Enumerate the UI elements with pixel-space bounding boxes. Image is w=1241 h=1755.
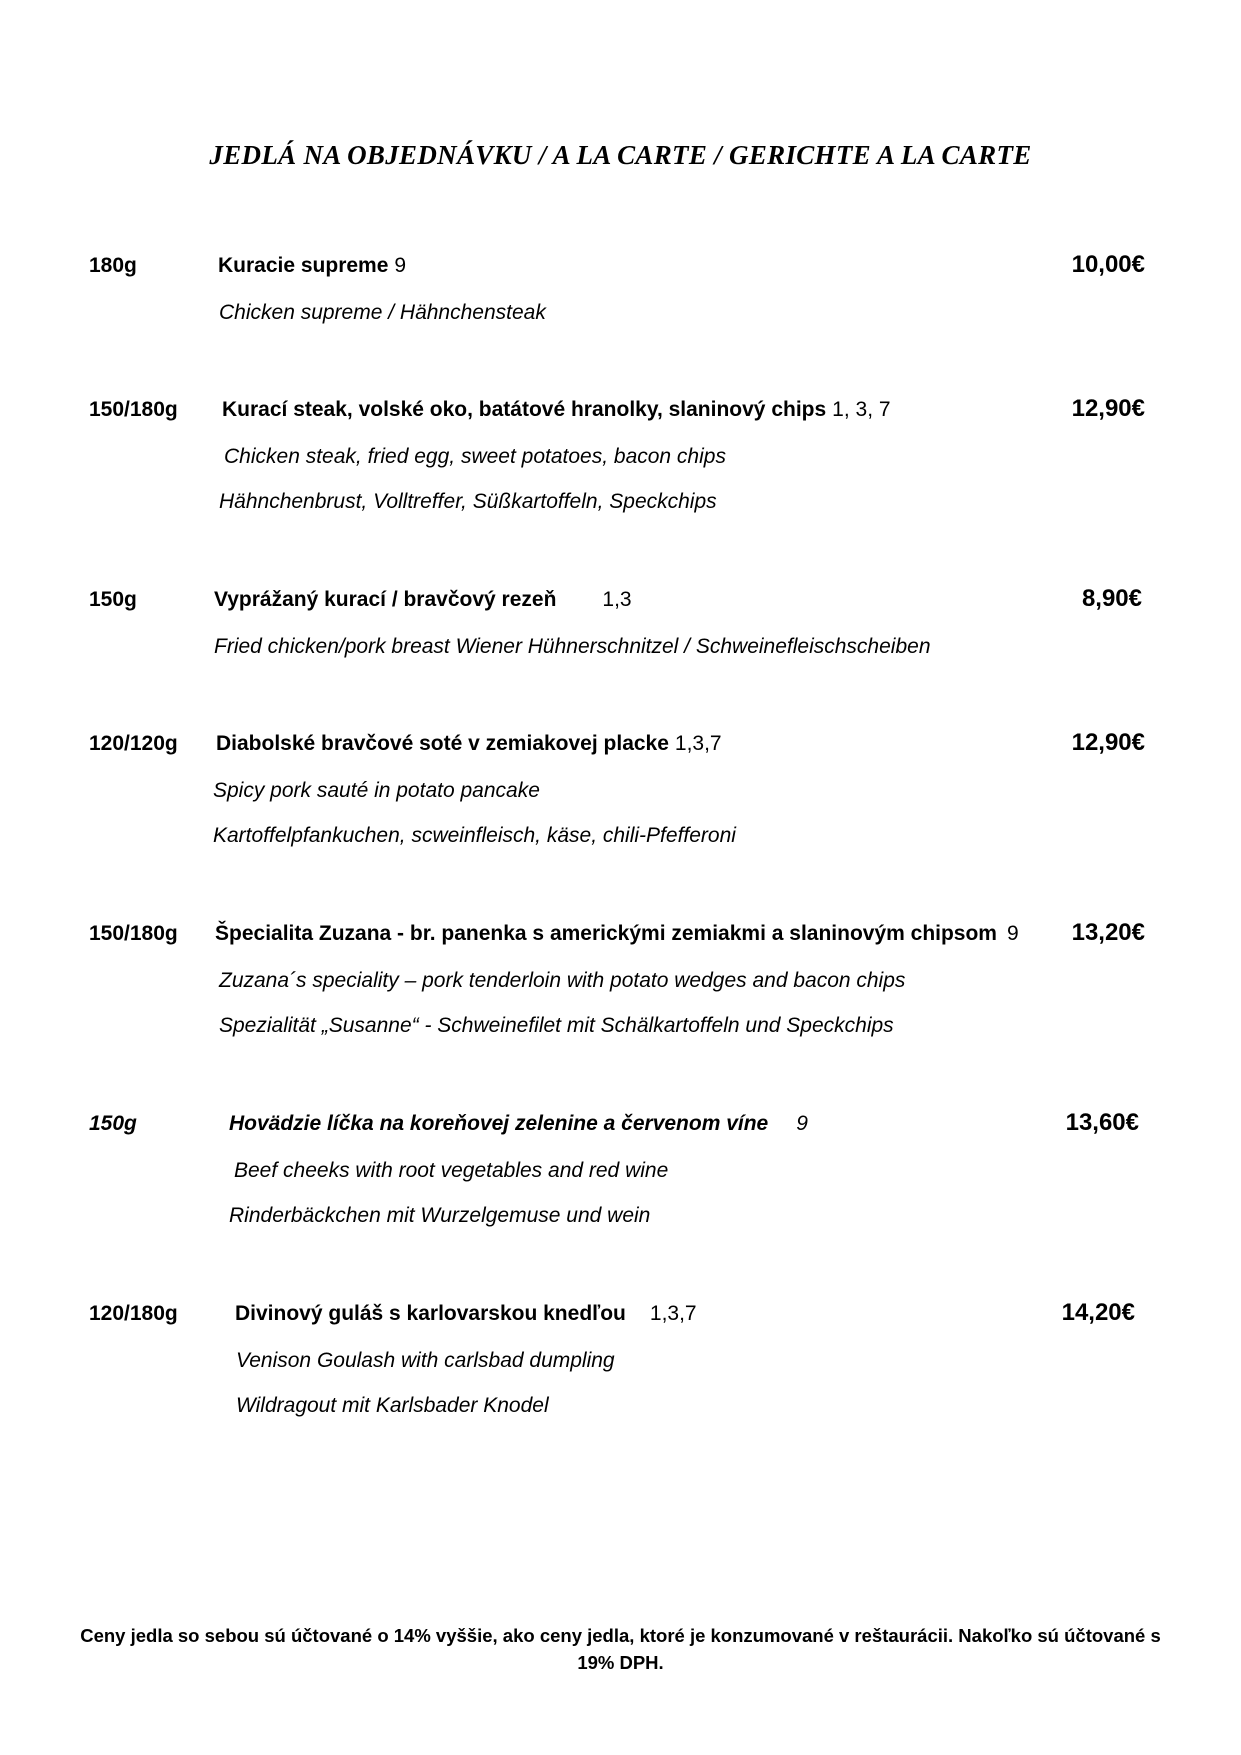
item-translation: Rinderbäckchen mit Wurzelgemuse und wein <box>229 1204 651 1227</box>
item-weight: 120/120g <box>89 732 178 755</box>
item-weight: 150/180g <box>89 922 178 945</box>
item-price: 12,90€ <box>1071 729 1145 756</box>
item-translation: Spezialität „Susanne“ - Schweinefilet mit Schälkartoffeln und Speckchips <box>219 1014 894 1037</box>
item-price: 14,20€ <box>1061 1299 1135 1326</box>
item-allergens: 1, 3, 7 <box>832 398 891 421</box>
item-translation: Kartoffelpfankuchen, scweinfleisch, käse, chili-Pfefferoni <box>213 824 736 847</box>
item-price: 8,90€ <box>1081 585 1142 612</box>
item-allergens: 1,3,7 <box>674 732 722 755</box>
item-translation: Venison Goulash with carlsbad dumpling <box>236 1349 615 1372</box>
item-allergens: 9 <box>1006 922 1019 945</box>
item-translation: Wildragout mit Karlsbader Knodel <box>236 1394 549 1417</box>
item-weight: 150g <box>89 1112 137 1135</box>
item-translation: Spicy pork sauté in potato pancake <box>213 779 540 802</box>
item-price: 10,00€ <box>1071 251 1145 278</box>
item-weight: 150/180g <box>89 398 178 421</box>
item-name: Kurací steak, volské oko, batátové hranolky, slaninový chips 1, 3, 7 <box>222 398 891 421</box>
item-name: Vyprážaný kurací / bravčový rezeň 1,3 <box>214 588 632 611</box>
item-translation: Beef cheeks with root vegetables and red wine <box>234 1159 669 1182</box>
item-translation: Chicken steak, fried egg, sweet potatoes, bacon chips <box>224 445 726 468</box>
item-weight: 180g <box>89 254 137 277</box>
item-translation: Chicken supreme / Hähnchensteak <box>219 301 546 324</box>
item-name: Špecialita Zuzana - br. panenka s americkými zemiakmi a slaninovým chipsom 9 <box>215 922 1019 945</box>
price-note-footer: Ceny jedla so sebou sú účtované o 14% vyššie, ako ceny jedla, ktoré je konzumované v reštaurácii. Nakoľko sú účtované s 19% DPH. <box>80 1625 1161 1673</box>
item-price: 13,20€ <box>1071 919 1145 946</box>
item-name: Divinový guláš s karlovarskou knedľou 1,3,7 <box>235 1302 697 1325</box>
item-weight: 120/180g <box>89 1302 178 1325</box>
item-name: Diabolské bravčové soté v zemiakovej placke 1,3,7 <box>216 732 722 755</box>
item-translation: Zuzana´s speciality – pork tenderloin with potato wedges and bacon chips <box>219 969 906 992</box>
page-title: JEDLÁ NA OBJEDNÁVKU / A LA CARTE / GERICHTE A LA CARTE <box>209 140 1032 170</box>
item-allergens: 9 <box>796 1112 808 1135</box>
item-translation: Fried chicken/pork breast Wiener Hühnerschnitzel / Schweinefleischscheiben <box>214 635 931 658</box>
item-allergens: 9 <box>394 254 407 277</box>
item-allergens: 1,3 <box>602 588 632 611</box>
item-price: 13,60€ <box>1065 1109 1139 1136</box>
item-weight: 150g <box>89 588 137 611</box>
item-price: 12,90€ <box>1071 395 1145 422</box>
item-name: Kuracie supreme 9 <box>218 254 407 277</box>
item-name: Hovädzie líčka na koreňovej zelenine a červenom víne 9 <box>229 1112 808 1135</box>
item-translation: Hähnchenbrust, Volltreffer, Süßkartoffeln, Speckchips <box>219 490 717 513</box>
item-allergens: 1,3,7 <box>649 1302 697 1325</box>
